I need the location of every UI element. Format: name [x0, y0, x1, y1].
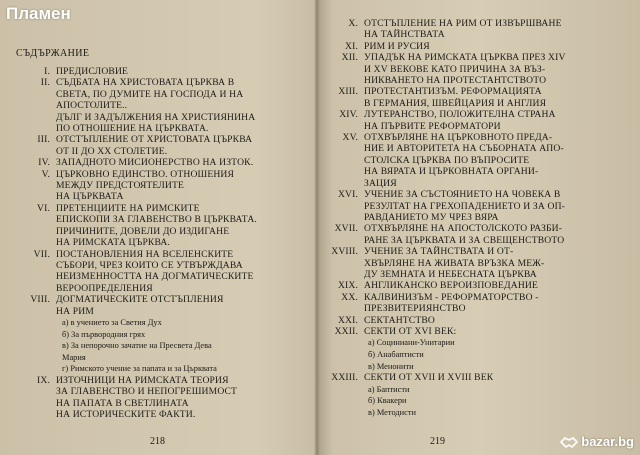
toc-entry-line — [8, 214, 308, 225]
toc-entry-line — [328, 315, 634, 326]
toc-entry-title: ПРИЧИНИТЕ, ДОВЕЛИ ДО ИЗДИГАНЕ — [56, 225, 230, 237]
toc-entry-line — [8, 66, 308, 77]
toc-entry-title: ХВЪРЛЯНЕ НА ЖИВАТА ВРЪЗКА МЕЖ- — [364, 257, 545, 269]
toc-entry-title: ОТ II ДО XX СТОЛЕТИЕ. — [56, 145, 168, 157]
toc-entry-number — [328, 212, 364, 223]
toc-subentry — [8, 317, 308, 329]
toc-entry-number — [328, 178, 364, 189]
toc-entry-title: СЕКТИ ОТ XVI ВЕК: — [364, 325, 457, 337]
toc-entry-title: В ГЕРМАНИЯ, ШВЕЙЦАРИЯ И АНГЛИЯ — [364, 97, 547, 109]
toc-subentry-text: а) в учението за Светия Дух — [62, 317, 162, 327]
toc-list-right — [328, 18, 634, 418]
toc-entry-number — [8, 237, 56, 248]
toc-entry-line — [328, 75, 634, 86]
toc-entry-line — [328, 41, 634, 52]
toc-entry-line — [8, 226, 308, 237]
toc-entry-number — [328, 166, 364, 177]
toc-entry-title: РИМ И РУСИЯ — [364, 40, 430, 52]
toc-entry-line — [328, 64, 634, 75]
toc-subentry — [8, 340, 308, 352]
toc-subentry — [8, 329, 308, 341]
toc-entry-line — [8, 157, 308, 168]
toc-entry-number — [328, 201, 364, 212]
toc-entry-title: ИЗТОЧНИЦИ НА РИМСКАТА ТЕОРИЯ — [56, 374, 229, 386]
toc-entry-number — [328, 64, 364, 75]
toc-entry-number — [8, 306, 56, 317]
toc-entry-number — [8, 123, 56, 134]
toc-entry-line — [8, 409, 308, 420]
toc-entry-number: XIII. — [338, 86, 358, 98]
toc-entry-title: НА ЦЪРКВАТА — [56, 191, 124, 203]
toc-entry-title: ДУ ЗЕМНАТА И НЕБЕСНАТА ЦЪРКВА — [364, 268, 537, 280]
toc-entry-title: СВЕТА, ПО ДУМИТЕ НА ГОСПОДА И НА — [56, 88, 244, 100]
toc-entry-number — [328, 143, 364, 154]
handshake-icon — [560, 435, 578, 449]
page-number-left: 218 — [150, 436, 165, 447]
toc-entry-line — [328, 109, 634, 120]
toc-entry-title: АНГЛИКАНСКО ВЕРОИЗПОВЕДАНИЕ — [364, 280, 538, 292]
toc-entry-line — [8, 169, 308, 180]
toc-entry-title: ПОСТАНОВЛЕНИЯ НА ВСЕЛЕНСКИТЕ — [56, 248, 234, 260]
toc-entry-line — [8, 306, 308, 317]
toc-entry-number: XX. — [341, 291, 358, 303]
toc-subentry — [328, 361, 634, 373]
toc-entry-number — [8, 146, 56, 157]
toc-subentry-text: б) Анабаптисти — [368, 349, 424, 359]
toc-entry-line — [8, 386, 308, 397]
toc-entry-number: VI. — [37, 202, 50, 214]
toc-entry-title: СЪДБАТА НА ХРИСТОВАТА ЦЪРКВА В — [56, 77, 235, 89]
toc-entry-number — [8, 386, 56, 397]
toc-entry-title: ПРЕДИСЛОВИЕ — [56, 66, 129, 77]
toc-entry-title: ЗАЦИЯ — [364, 177, 397, 189]
toc-entry-line — [328, 326, 634, 337]
left-page — [0, 0, 314, 455]
toc-entry-line — [328, 269, 634, 280]
toc-entry-number: XV. — [342, 132, 358, 144]
toc-entry-title: НА ПЪРВИТЕ РЕФОРМАТОРИ — [364, 120, 501, 132]
toc-entry-number — [8, 191, 56, 202]
toc-entry-line — [8, 191, 308, 202]
toc-entry-line — [8, 146, 308, 157]
toc-entry-number: II. — [40, 77, 50, 89]
toc-entry-title: НА ВЯРАТА И ЦЪРКОВНАТА ОРГАНИ- — [364, 166, 539, 178]
toc-entry-line — [8, 271, 308, 282]
toc-entry-title: ДОГМАТИЧЕСКИТЕ ОТСТЪПЛЕНИЯ — [56, 294, 224, 306]
toc-entry-line — [8, 100, 308, 111]
toc-entry-title: АПОСТОЛИТЕ.. — [56, 100, 128, 112]
toc-entry-title: ЗАПАДНОТО МИСИОНЕРСТВО НА ИЗТОК. — [56, 157, 254, 169]
toc-entry-line — [328, 166, 634, 177]
toc-entry-line — [328, 258, 634, 269]
toc-entry-number — [328, 121, 364, 132]
toc-entry-number — [328, 29, 364, 40]
toc-entry-number: XVIII. — [331, 246, 358, 258]
toc-subentry — [328, 349, 634, 361]
toc-entry-line — [328, 29, 634, 40]
toc-entry-title: УЧЕНИЕ ЗА ТАЙНСТВАТА И ОТ- — [364, 246, 514, 258]
toc-entry-line — [328, 18, 634, 29]
toc-subentry-text: в) Методисти — [368, 407, 416, 417]
toc-subentry-text: а) Баптисти — [368, 384, 410, 394]
toc-entry-title: СЕКТАНТСТВО — [364, 314, 435, 326]
toc-entry-line — [328, 189, 634, 200]
toc-subentry-text: в) Менонити — [368, 361, 414, 371]
toc-entry-title: КАЛВИНИЗЪМ - РЕФОРМАТОРСТВО - — [364, 291, 539, 303]
toc-entry-line — [328, 246, 634, 257]
toc-entry-line — [328, 132, 634, 143]
toc-entry-number: XVI. — [337, 189, 358, 201]
toc-entry-number — [328, 155, 364, 166]
page-number-right: 219 — [430, 436, 445, 447]
toc-entry-line — [8, 260, 308, 271]
toc-entry-number — [328, 258, 364, 269]
toc-entry-number: IX. — [37, 374, 50, 386]
site-badge — [560, 434, 634, 449]
toc-subentry-text: г) Римското учение за папата и за Църквата — [62, 364, 217, 374]
toc-entry-number: XII. — [341, 52, 358, 64]
toc-entry-title: НИКВАНЕТО НА ПРОТЕСТАНТСТВОТО — [364, 75, 547, 87]
toc-entry-title: ПО ОТНОШЕНИЕ НА ЦЪРКВАТА. — [56, 123, 209, 135]
toc-subentry — [328, 337, 634, 349]
toc-entry-number — [8, 260, 56, 271]
toc-entry-line — [328, 280, 634, 291]
toc-entry-number: XI. — [345, 40, 358, 52]
toc-list-left — [8, 66, 308, 421]
toc-entry-line — [328, 121, 634, 132]
toc-entry-line — [328, 143, 634, 154]
toc-entry-title: УЧЕНИЕ ЗА СЪСТОЯНИЕТО НА ЧОВЕКА В — [364, 189, 561, 201]
toc-entry-title: ОТСТЪПЛЕНИЕ ОТ ХРИСТОВАТА ЦЪРКВА — [56, 134, 253, 146]
toc-entry-line — [328, 372, 634, 383]
toc-subentry — [8, 352, 308, 364]
toc-entry-number — [328, 269, 364, 280]
toc-entry-number: V. — [41, 168, 50, 180]
toc-entry-number — [8, 283, 56, 294]
toc-entry-number: I. — [44, 66, 50, 77]
toc-entry-title: ЦЪРКОВНО ЕДИНСТВО. ОТНОШЕНИЯ — [56, 168, 235, 180]
toc-entry-line — [8, 237, 308, 248]
toc-entry-number — [8, 398, 56, 409]
toc-entry-line — [8, 89, 308, 100]
toc-entry-number: IV. — [38, 157, 50, 169]
toc-entry-line — [328, 303, 634, 314]
toc-entry-title: ЕПИСКОПИ ЗА ГЛАВЕНСТВО В ЦЪРКВАТА. — [56, 214, 257, 226]
toc-entry-line — [8, 398, 308, 409]
toc-entry-line — [8, 180, 308, 191]
toc-entry-title: НА ИСТОРИЧЕСКИТЕ ФАКТИ. — [56, 409, 196, 421]
toc-entry-number — [8, 226, 56, 237]
toc-entry-number: XIX. — [337, 280, 358, 292]
toc-entry-number — [328, 303, 364, 314]
toc-subentry — [8, 363, 308, 375]
site-badge-label: bazar.bg — [581, 434, 634, 449]
toc-entry-title: ОТХВЪРЛЯНЕ НА ЦЪРКОВНОТО ПРЕДА- — [364, 132, 553, 144]
toc-entry-title: НИЕ И АВТОРИТЕТА НА СЪБОРНАТА АПО- — [364, 143, 564, 155]
toc-entry-title: СЪБОРИ, ЧРЕЗ КОИТО СЕ УТВЪРЖДАВА — [56, 259, 243, 271]
toc-entry-title: НЕИЗМЕННОСТТА НА ДОГМАТИЧЕСКИТЕ — [56, 271, 254, 283]
toc-entry-number — [8, 89, 56, 100]
toc-entry-number: XIV. — [339, 109, 358, 121]
toc-entry-number — [8, 180, 56, 191]
toc-entry-line — [8, 249, 308, 260]
right-page — [320, 0, 640, 455]
seller-watermark: Пламен — [6, 4, 71, 23]
toc-entry-title: ОТСТЪПЛЕНИЕ НА РИМ ОТ ИЗВЪРШВАНЕ — [364, 18, 562, 29]
toc-entry-number — [8, 409, 56, 420]
toc-entry-title: ЗА ГЛАВЕНСТВО И НЕПОГРЕШИМОСТ — [56, 386, 238, 398]
toc-entry-number: XXI. — [337, 314, 358, 326]
toc-entry-line — [328, 201, 634, 212]
toc-entry-line — [328, 86, 634, 97]
toc-entry-title: НА РИМСКАТА ЦЪРКВА. — [56, 237, 171, 249]
toc-entry-line — [328, 235, 634, 246]
toc-entry-number: XXII. — [334, 325, 358, 337]
toc-entry-line — [8, 134, 308, 145]
toc-entry-line — [8, 283, 308, 294]
toc-entry-title: МЕЖДУ ПРЕДСТОЯТЕЛИТЕ — [56, 180, 185, 192]
toc-entry-number: XXIII. — [331, 372, 358, 384]
toc-entry-number — [8, 100, 56, 111]
toc-entry-line — [328, 155, 634, 166]
toc-entry-title: ПРЕЗВИТЕРИЯНСТВО — [364, 303, 466, 315]
toc-entry-number: VII. — [33, 248, 50, 260]
toc-heading: СЪДЪРЖАНИЕ — [16, 48, 90, 59]
toc-entry-title: СЕКТИ ОТ XVII И XVIII ВЕК — [364, 372, 494, 384]
toc-entry-line — [8, 203, 308, 214]
toc-entry-number: VIII. — [30, 294, 50, 306]
toc-subentry-text: в) За непорочно зачатие на Пресвета Дева — [62, 341, 212, 351]
toc-entry-number — [328, 75, 364, 86]
toc-subentry — [328, 395, 634, 407]
toc-entry-line — [328, 52, 634, 63]
toc-entry-title: ПРОТЕСТАНТИЗЪМ. РЕФОРМАЦИЯТА — [364, 86, 542, 98]
toc-entry-title: НА РИМ — [56, 305, 94, 317]
toc-subentry — [328, 384, 634, 396]
toc-subentry-text: б) За първородния грях — [62, 329, 146, 339]
toc-entry-line — [8, 375, 308, 386]
toc-entry-title: ПРЕТЕНЦИИТЕ НА РИМСКИТЕ — [56, 202, 200, 214]
toc-entry-line — [8, 294, 308, 305]
toc-entry-title: И XV ВЕКОВЕ КАТО ПРИЧИНА ЗА ВЪЗ- — [364, 63, 546, 75]
toc-entry-line — [8, 123, 308, 134]
toc-entry-number — [328, 235, 364, 246]
toc-entry-number: X. — [348, 18, 358, 29]
toc-entry-title: ВЕРООПРЕДЕЛЕНИЯ — [56, 282, 153, 294]
toc-entry-number — [8, 214, 56, 225]
toc-entry-title: НА ПАПАТА В СВЕТЛИНАТА — [56, 397, 189, 409]
toc-entry-title: УПАДЪК НА РИМСКАТА ЦЪРКВА ПРЕЗ XIV — [364, 52, 566, 64]
toc-subentry-text: Мария — [62, 352, 86, 362]
toc-subentry-text: а) Социниани-Унитарии — [368, 338, 455, 348]
toc-entry-number — [8, 271, 56, 282]
toc-entry-title: РЕЗУЛТАТ НА ГРЕХОПАДЕНИЕТО И ЗА ОП- — [364, 200, 565, 212]
toc-entry-line — [328, 212, 634, 223]
toc-entry-line — [328, 98, 634, 109]
toc-entry-number — [328, 98, 364, 109]
toc-entry-title: НА ТАЙНСТВАТА — [364, 29, 445, 41]
toc-entry-number: III. — [37, 134, 50, 146]
toc-entry-title: РАВДАНИЕТО МУ ЧРЕЗ ВЯРА — [364, 211, 499, 223]
toc-entry-line — [328, 178, 634, 189]
toc-entry-title: СТОЛСКА ЦЪРКВА ПО ВЪПРОСИТЕ — [364, 154, 530, 166]
toc-entry-title: ДЪЛГ И ЗАДЪЛЖЕНИЯ НА ХРИСТИЯНИНА — [56, 111, 256, 123]
toc-entry-title: ОТХВЪРЛЯНЕ НА АПОСТОЛСКОТО РАЗБИ- — [364, 223, 563, 235]
toc-entry-line — [328, 223, 634, 234]
toc-subentry-text: б) Квакери — [368, 396, 407, 406]
toc-entry-line — [328, 292, 634, 303]
toc-subentry — [328, 407, 634, 419]
toc-entry-title: ЛУТЕРАНСТВО, ПОЛОЖИТЕЛНА СТРАНА — [364, 109, 556, 121]
toc-entry-number — [8, 112, 56, 123]
toc-entry-line — [8, 112, 308, 123]
toc-entry-line — [8, 77, 308, 88]
toc-entry-number: XVII. — [334, 223, 358, 235]
toc-entry-title: РАНЕ ЗА ЦЪРКВАТА И ЗА СВЕЩЕНСТВОТО — [364, 234, 565, 246]
